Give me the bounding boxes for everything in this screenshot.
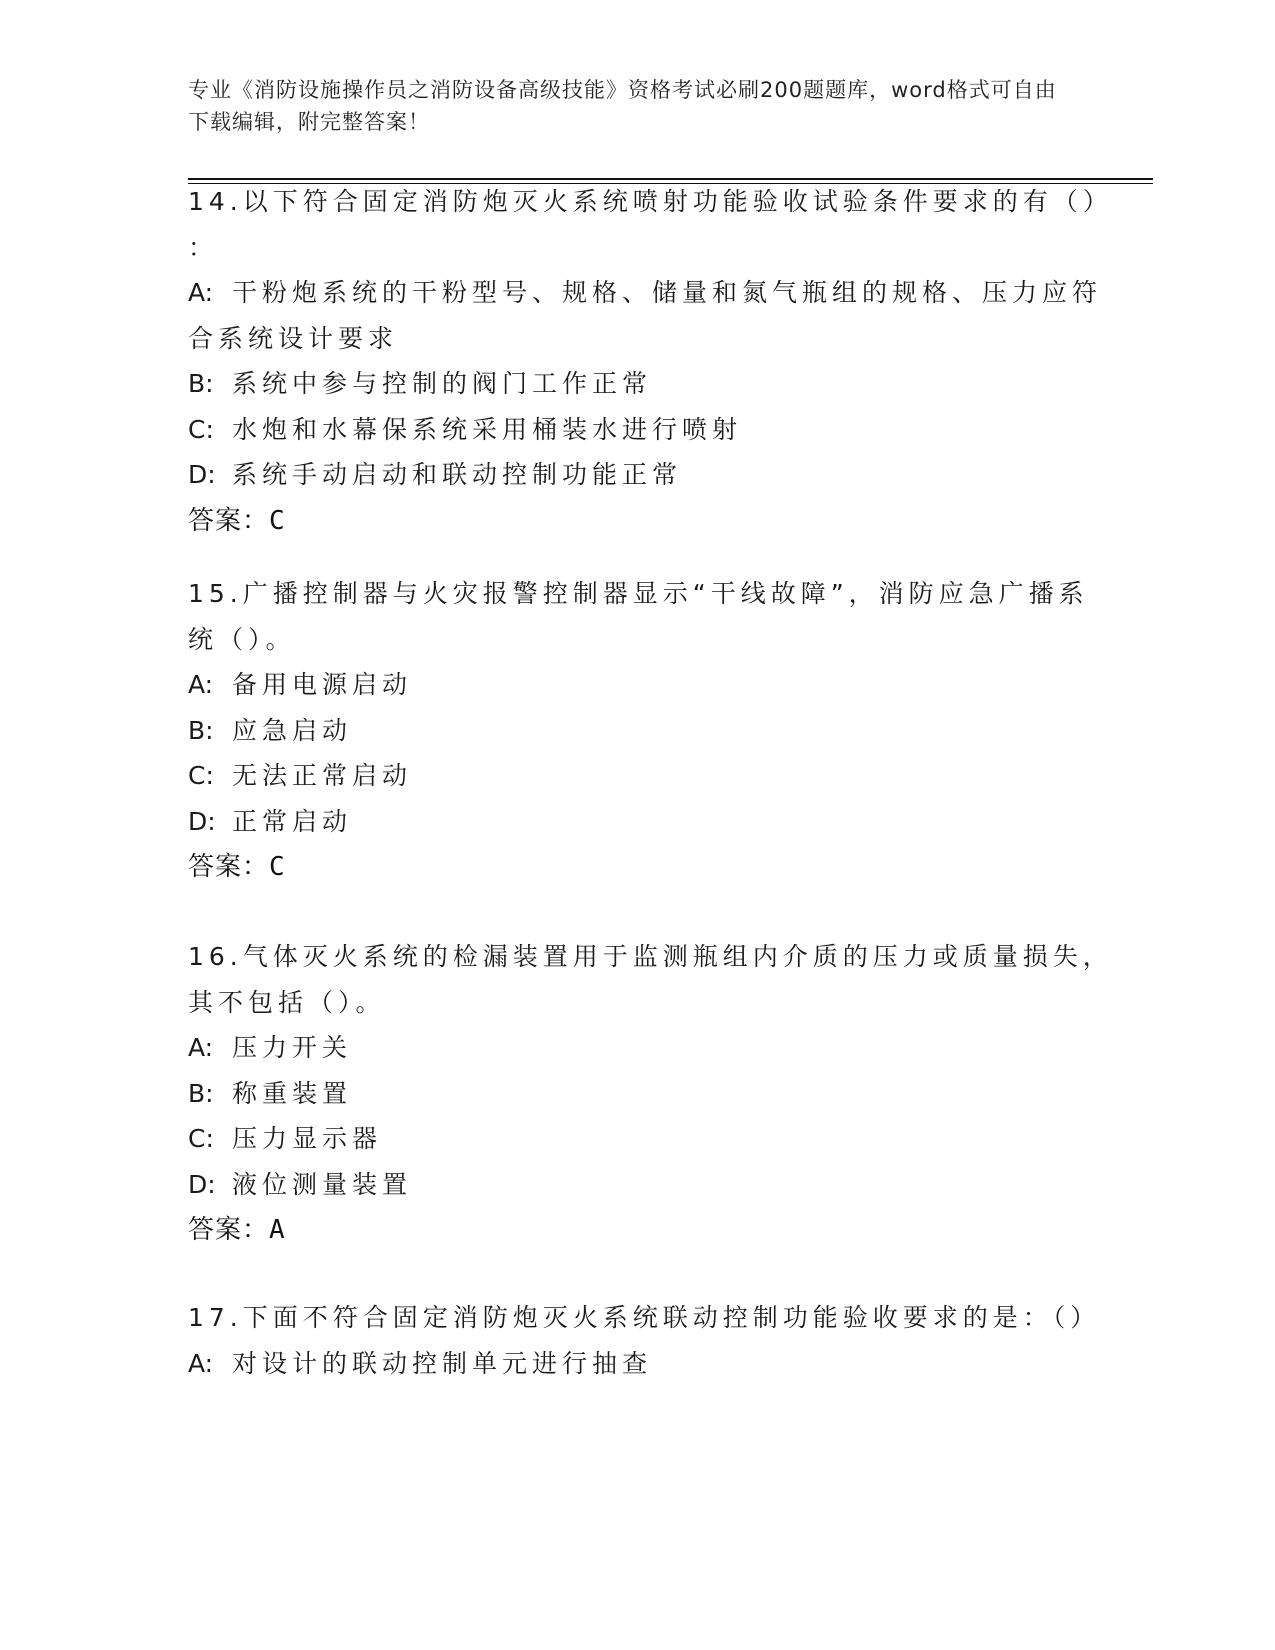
question-15 — [188, 571, 1089, 890]
option-text: 系统中参与控制的阀门工作正常 — [232, 369, 653, 398]
option-text: 称重装置 — [232, 1078, 353, 1108]
answer-value: C — [269, 505, 286, 536]
option-d — [188, 799, 1078, 845]
option-key: D: — [188, 460, 216, 489]
option-a — [188, 270, 1103, 316]
answer-value: A — [269, 1215, 286, 1245]
option-b — [188, 1071, 1078, 1117]
option-d — [188, 452, 1078, 498]
option-key: A: — [188, 1033, 214, 1062]
question-stem-line: 14.以下符合固定消防炮灭火系统喷射功能验收试验条件要求的有（） — [188, 187, 1113, 216]
question-16 — [188, 934, 1113, 1253]
answer-label: 答案： — [188, 852, 270, 882]
question-17 — [188, 1295, 1101, 1386]
option-text: 无法正常启动 — [232, 761, 413, 790]
option-a — [188, 1341, 1078, 1387]
question-14 — [188, 179, 1113, 544]
option-a — [188, 1025, 1078, 1071]
option-text: 系统手动启动和联动控制功能正常 — [232, 460, 683, 489]
option-c — [188, 753, 1078, 799]
option-b — [188, 708, 1078, 754]
option-text: 对设计的联动控制单元进行抽查 — [232, 1348, 653, 1378]
answer-label: 答案： — [188, 505, 270, 536]
option-text: 压力开关 — [232, 1033, 353, 1062]
question-stem-line: 其不包括（）。 — [188, 987, 386, 1017]
option-text-continued: 合系统设计要求 — [188, 323, 399, 353]
answer-line — [188, 498, 1078, 544]
question-stem-line: 16.气体灭火系统的检漏装置用于监测瓶组内介质的压力或质量损失， — [188, 942, 1113, 971]
answer-value: C — [269, 852, 286, 882]
answer-label: 答案： — [188, 1215, 270, 1245]
option-b — [188, 361, 1078, 407]
option-text: 水炮和水幕保系统采用桶装水进行喷射 — [232, 414, 743, 444]
option-key: C: — [188, 1124, 214, 1153]
option-key: A: — [188, 278, 214, 307]
option-text: 干粉炮系统的干粉型号、规格、储量和氮气瓶组的规格、压力应符 — [232, 278, 1103, 307]
option-text: 应急启动 — [232, 715, 353, 745]
option-key: B: — [188, 715, 214, 745]
question-stem-line: 15.广播控制器与火灾报警控制器显示“干线故障”，消防应急广播系 — [188, 579, 1089, 608]
question-stem-line: 17.下面不符合固定消防炮灭火系统联动控制功能验收要求的是：（） — [188, 1303, 1101, 1332]
option-c — [188, 1116, 1078, 1162]
option-c — [188, 407, 1078, 453]
option-text: 压力显示器 — [232, 1124, 383, 1153]
option-key: C: — [188, 414, 214, 444]
question-stem-line: ： — [188, 232, 219, 262]
option-key: B: — [188, 1078, 214, 1108]
answer-line — [188, 1207, 1078, 1253]
option-key: C: — [188, 761, 214, 790]
option-text: 正常启动 — [232, 806, 353, 836]
option-key: A: — [188, 1348, 214, 1378]
option-key: A: — [188, 670, 214, 699]
document-header: 专业《消防设施操作员之消防设备高级技能》资格考试必刷200题题库，word格式可自由下载编辑，附完整答案！ — [188, 78, 1057, 134]
option-d — [188, 1162, 1078, 1208]
option-key: D: — [188, 1169, 216, 1199]
option-a — [188, 662, 1078, 708]
option-text: 液位测量装置 — [232, 1169, 413, 1199]
option-key: D: — [188, 806, 216, 836]
answer-line — [188, 844, 1078, 890]
option-key: B: — [188, 369, 214, 398]
question-stem-line: 统（）。 — [188, 624, 296, 654]
option-text: 备用电源启动 — [232, 670, 413, 699]
